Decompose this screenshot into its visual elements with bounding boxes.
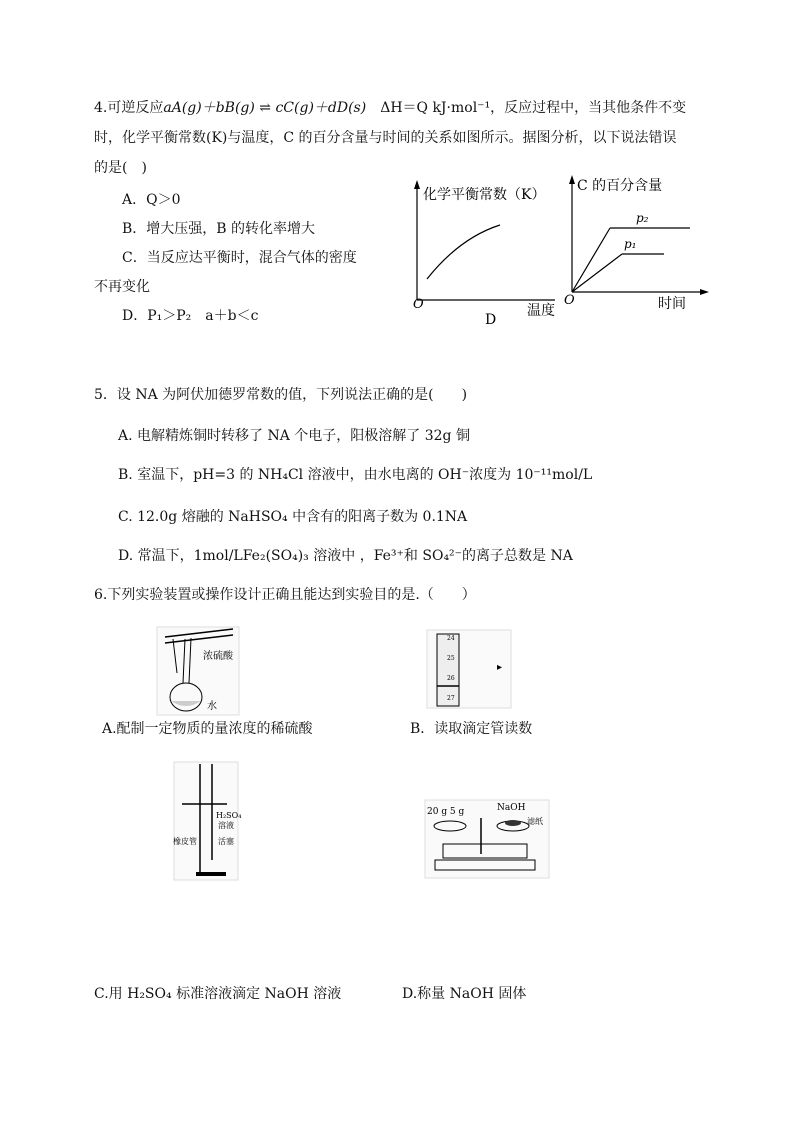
eye-icon: ▸ — [497, 662, 503, 673]
q5-option-d: D. 常温下，1mol/LFe₂(SO₄)₃ 溶液中 ，Fe³⁺和 SO₄²⁻的离子总数是 NA — [118, 548, 573, 564]
graph1-caption: D — [485, 312, 497, 325]
q6-option-a: A.配制一定物质的量浓度的稀硫酸 — [102, 721, 313, 737]
q6-figure-b — [425, 628, 515, 710]
q4-line2: 时，化学平衡常数(K)与温度，C 的百分含量与时间的关系如图所示。据图分析，以下说法错误 — [94, 130, 677, 146]
fig-b-tick-26: 26 — [447, 675, 455, 682]
q6-option-d: D.称量 NaOH 固体 — [402, 986, 527, 1002]
graph1-ylabel: 化学平衡常数（K） — [423, 187, 546, 203]
fig-b-tick-24: 24 — [447, 635, 455, 642]
q6-stem: 6.下列实验装置或操作设计正确且能达到实验目的是.（ ） — [94, 587, 476, 603]
q5-option-b: B. 室温下，pH=3 的 NH₄Cl 溶液中，由水电离的 OH⁻浓度为 10⁻¹¹mol/L — [118, 467, 593, 483]
q4-line1 — [94, 98, 686, 118]
q4-stem-start: 4.可逆反应 — [94, 100, 164, 116]
q4-reaction: aA(g)＋bB(g) ⇌ cC(g)＋dD(s) — [163, 100, 367, 116]
graph2-origin: O — [564, 293, 575, 308]
graph1-origin: O — [413, 297, 424, 312]
q4-line3: 的是( ) — [94, 160, 147, 176]
q4-dh: ΔH＝Q kJ·mol⁻¹，反应过程中，当其他条件不变 — [380, 100, 687, 116]
fig-c-label-h2so4: H₂SO₄ — [216, 811, 242, 820]
q4-graph-c-vs-time — [562, 170, 712, 320]
q5-stem: 5．设 NA 为阿伏加德罗常数的值，下列说法正确的是( ) — [94, 387, 468, 403]
fig-d-label-weights: 20 g 5 g — [427, 807, 465, 817]
fig-a-label-water: 水 — [207, 701, 217, 712]
fig-c-label-valve: 活塞 — [218, 837, 234, 846]
fig-b-tick-25: 25 — [447, 655, 455, 662]
q4-option-c: C．当反应达平衡时，混合气体的密度 — [122, 250, 357, 266]
q4-option-b: B．增大压强，B 的转化率增大 — [122, 221, 316, 237]
fig-c-label-tube: 橡皮管 — [173, 837, 197, 846]
fig-a-label-acid: 浓硫酸 — [203, 651, 233, 662]
q4-option-d: D．P₁＞P₂ a＋b＜c — [122, 308, 259, 324]
fig-b-tick-27: 27 — [447, 695, 455, 702]
q4-graph-k-vs-temperature — [405, 175, 565, 325]
q4-option-c-cont: 不再变化 — [94, 279, 150, 295]
q4-option-a: A．Q＞0 — [122, 192, 181, 208]
graph2-xlabel: 时间 — [658, 296, 686, 312]
graph1-xlabel: 温度 — [527, 303, 555, 319]
q6-option-b: B．读取滴定管读数 — [410, 721, 533, 737]
q6-figure-a — [155, 625, 245, 717]
graph2-p2: p₂ — [636, 211, 649, 225]
q5-option-a: A. 电解精炼铜时转移了 NA 个电子，阳极溶解了 32g 铜 — [118, 428, 470, 444]
fig-d-label-paper: 滤纸 — [527, 817, 543, 826]
q6-figure-c — [172, 760, 242, 882]
q5-option-c: C. 12.0g 熔融的 NaHSO₄ 中含有的阳离子数为 0.1NA — [118, 509, 468, 525]
fig-c-label-solution: 溶液 — [218, 821, 234, 830]
q6-option-c: C.用 H₂SO₄ 标准溶液滴定 NaOH 溶液 — [94, 986, 342, 1002]
graph2-ylabel: C 的百分含量 — [577, 178, 663, 194]
q6-figure-d — [423, 798, 551, 880]
graph2-p1: p₁ — [624, 237, 637, 251]
fig-d-label-naoh: NaOH — [497, 803, 526, 813]
